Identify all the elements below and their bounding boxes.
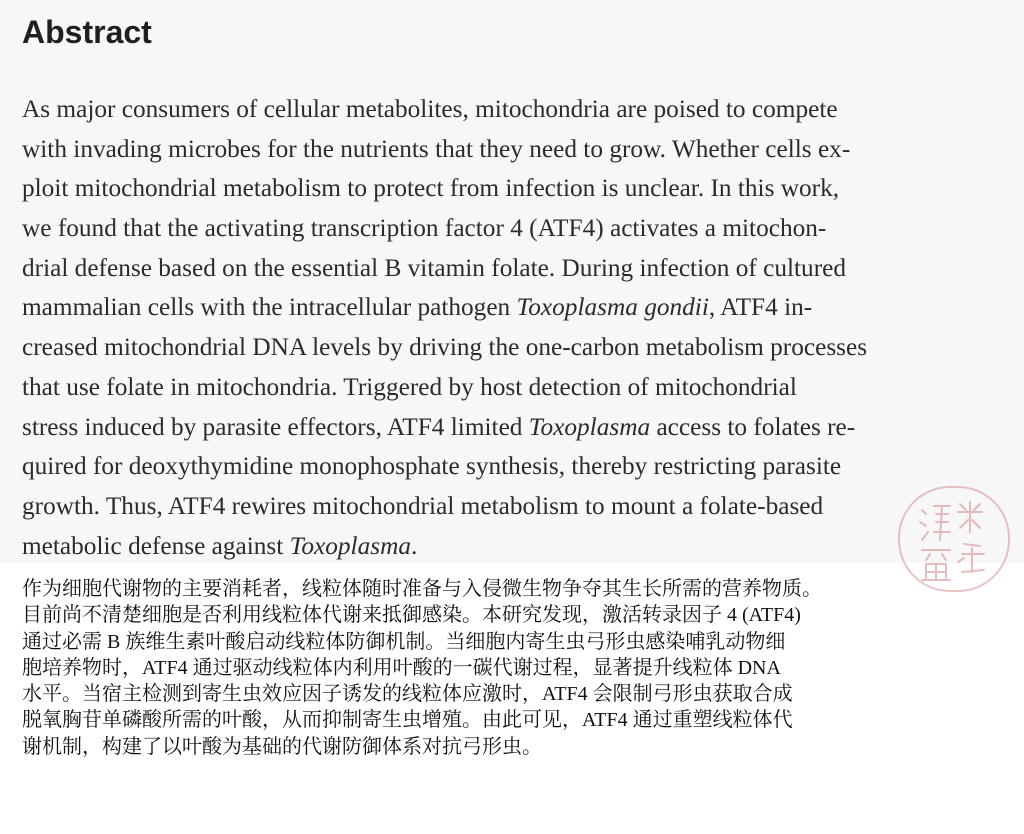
abstract-english-line: As major consumers of cellular metabolites, mitochondria are poised to compete (22, 95, 838, 123)
text-run: stress induced by parasite effectors, ATF4 limited (22, 412, 529, 441)
abstract-chinese-line: 目前尚不清楚细胞是否利用线粒体代谢来抵御感染。本研究发现，激活转录因子 4 (ATF4) (22, 604, 801, 627)
abstract-english-line (22, 408, 1007, 448)
abstract-english-line: ploit mitochondrial metabolism to protect from infection is unclear. In this work, (22, 174, 840, 203)
abstract-english-line: quired for deoxythymidine monophosphate synthesis, thereby restricting parasite (22, 452, 842, 481)
abstract-chinese-line: 脱氧胸苷单磷酸所需的叶酸，从而抑制寄生虫增殖。由此可见，ATF4 通过重塑线粒体代 (22, 709, 793, 732)
text-run: , ATF4 in- (708, 293, 813, 322)
abstract-english-line: with invading microbes for the nutrients that they need to grow. Whether cells ex- (22, 134, 851, 163)
abstract-chinese-line: 通过必需 B 族维生素叶酸启动线粒体防御机制。当细胞内寄生虫弓形虫感染哺乳动物细 (22, 630, 786, 653)
species-name-italic: Toxoplasma (289, 531, 411, 560)
abstract-english-line: growth. Thus, ATF4 rewires mitochondrial metabolism to mount a folate-based (22, 491, 824, 520)
abstract-heading: Abstract (22, 14, 152, 50)
abstract-english-line: we found that the activating transcription factor 4 (ATF4) activates a mitochon- (22, 214, 827, 243)
abstract-chinese-line: 水平。当宿主检测到寄生虫效应因子诱发的线粒体应激时，ATF4 会限制弓形虫获取合成 (22, 683, 793, 706)
seal-glyphs (900, 488, 1012, 594)
abstract-english-line: that use folate in mitochondria. Triggered by host detection of mitochondrial (22, 372, 797, 401)
seal-stamp (898, 486, 1010, 592)
text-run: access to folates re- (650, 412, 856, 441)
species-name-italic: Toxoplasma (528, 412, 651, 441)
text-run: metabolic defense against (22, 531, 290, 560)
abstract-chinese-line: 胞培养物时，ATF4 通过驱动线粒体内利用叶酸的一碳代谢过程，显著提升线粒体 DNA (22, 656, 781, 679)
abstract-chinese-line: 作为细胞代谢物的主要消耗者，线粒体随时准备与入侵微生物争夺其生长所需的营养物质。 (22, 578, 822, 600)
abstract-english-line: creased mitochondrial DNA levels by driving the one-carbon metabolism processes (22, 333, 868, 362)
species-name-italic: Toxoplasma gondii (516, 293, 709, 322)
abstract-english-text (22, 90, 1007, 566)
abstract-english-line: drial defense based on the essential B vitamin folate. During infection of cultured (22, 253, 847, 282)
abstract-chinese-translation (22, 576, 1022, 760)
abstract-english-line (22, 288, 1007, 328)
abstract-chinese-line: 谢机制，构建了以叶酸为基础的代谢防御体系对抗弓形虫。 (22, 735, 542, 758)
abstract-english-line (22, 527, 1007, 567)
text-run: mammalian cells with the intracellular pathogen (22, 293, 517, 322)
text-run: . (410, 531, 418, 560)
